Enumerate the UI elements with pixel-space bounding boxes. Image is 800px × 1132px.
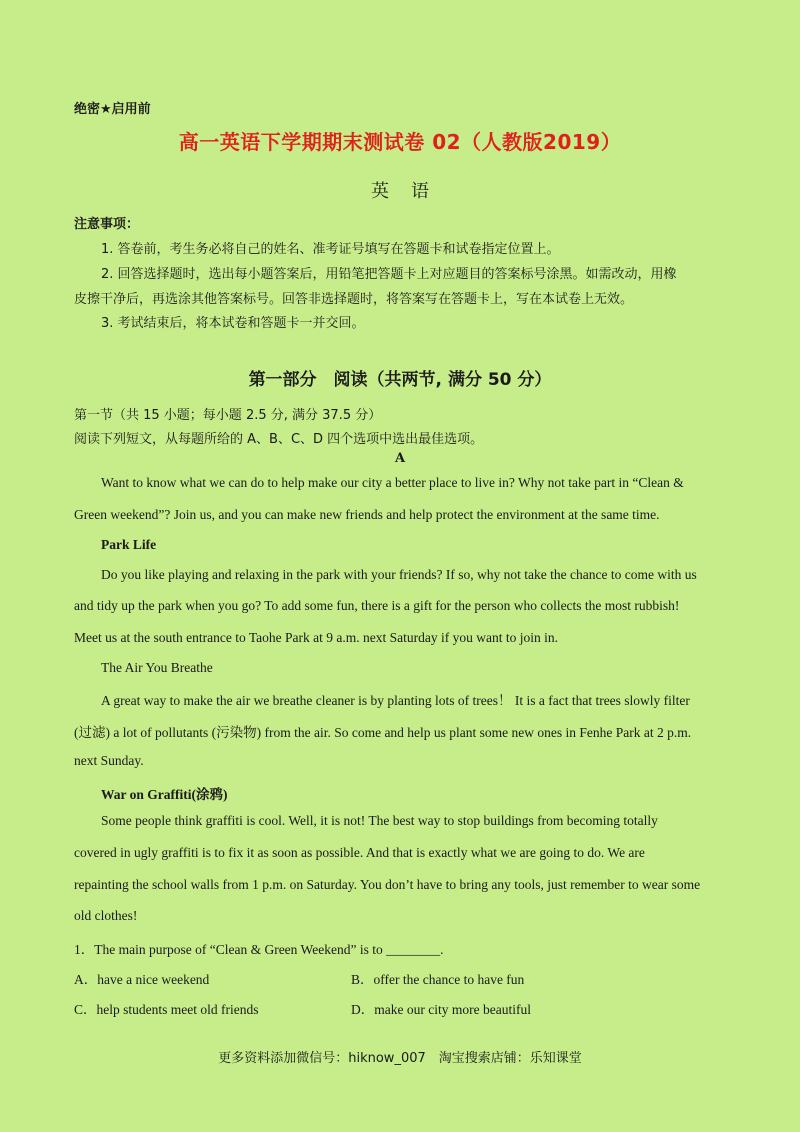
air-line-1: A great way to make the air we breathe cleaner is by planting lots of trees！ It is a fact that trees slowly filter [101,693,690,708]
subject-title: 英语 [371,181,451,202]
air-title: The Air You Breathe [101,660,213,675]
confidential-label: 绝密★启用前 [74,102,151,117]
part1-heading: 第一部分 阅读（共两节, 满分 50 分） [248,370,552,390]
section1-line: 第一节（共 15 小题；每小题 2.5 分, 满分 37.5 分） [74,408,382,423]
notice-item-2-line-1: 2. 回答选择题时，选出每小题答案后，用铅笔把答题卡上对应题目的答案标号涂黑。如需改动，用橡 [101,267,677,282]
notice-item-3: 3. 考试结束后，将本试卷和答题卡一并交回。 [101,316,365,331]
air-line-3: next Sunday. [74,753,144,768]
question-1-option-d: D．make our city more beautiful [351,1002,531,1017]
question-1-option-a: A．have a nice weekend [74,972,210,987]
air-line-2: (过滤) a lot of pollutants (污染物) from the air. So come and help us plant some new ones in Fenhe Park at 2 p.m. [74,725,692,740]
passage-intro-line-1: Want to know what we can do to help make our city a better place to live in? Why not take part in “Clean & [101,475,684,490]
question-1-option-c: C．help students meet old friends [74,1002,259,1017]
park-life-line-3: Meet us at the south entrance to Taohe Park at 9 a.m. next Saturday if you want to join in. [74,630,558,645]
park-life-title: Park Life [101,537,157,552]
notice-item-1: 1. 答卷前，考生务必将自己的姓名、准考证号填写在答题卡和试卷指定位置上。 [101,242,560,257]
reading-instruction: 阅读下列短文，从每题所给的 A、B、C、D 四个选项中选出最佳选项。 [74,432,484,447]
graffiti-line-2: covered in ugly graffiti is to fix it as soon as possible. And that is exactly what we are going to do. We are [74,845,645,860]
question-1-option-b: B．offer the chance to have fun [351,972,525,987]
notice-heading: 注意事项： [74,217,140,232]
passage-intro-line-2: Green weekend”? Join us, and you can make new friends and help protect the environment at the same time. [74,507,660,522]
park-life-line-1: Do you like playing and relaxing in the park with your friends? If so, why not take the chance to come with us [101,567,697,582]
park-life-line-2: and tidy up the park when you go? To add some fun, there is a gift for the person who collects the most rubbish! [74,598,680,613]
question-1-stem: 1．The main purpose of “Clean & Green Weekend” is to ________. [74,942,444,957]
exam-title: 高一英语下学期期末测试卷 02（人教版2019） [178,130,622,154]
graffiti-line-4: old clothes! [74,908,138,923]
notice-item-2-line-2: 皮擦干净后，再选涂其他答案标号。回答非选择题时，将答案写在答题卡上，写在本试卷上无效。 [74,292,634,307]
footer-note: 更多资料添加微信号：hiknow_007 淘宝搜索店铺：乐知课堂 [218,1051,582,1066]
passage-letter: A [394,451,406,466]
graffiti-title: War on Graffiti(涂鸦) [101,787,228,802]
graffiti-line-1: Some people think graffiti is cool. Well, it is not! The best way to stop buildings from becoming totally [101,813,658,828]
graffiti-line-3: repainting the school walls from 1 p.m. on Saturday. You don’t have to bring any tools, just remember to wear some [74,877,701,892]
